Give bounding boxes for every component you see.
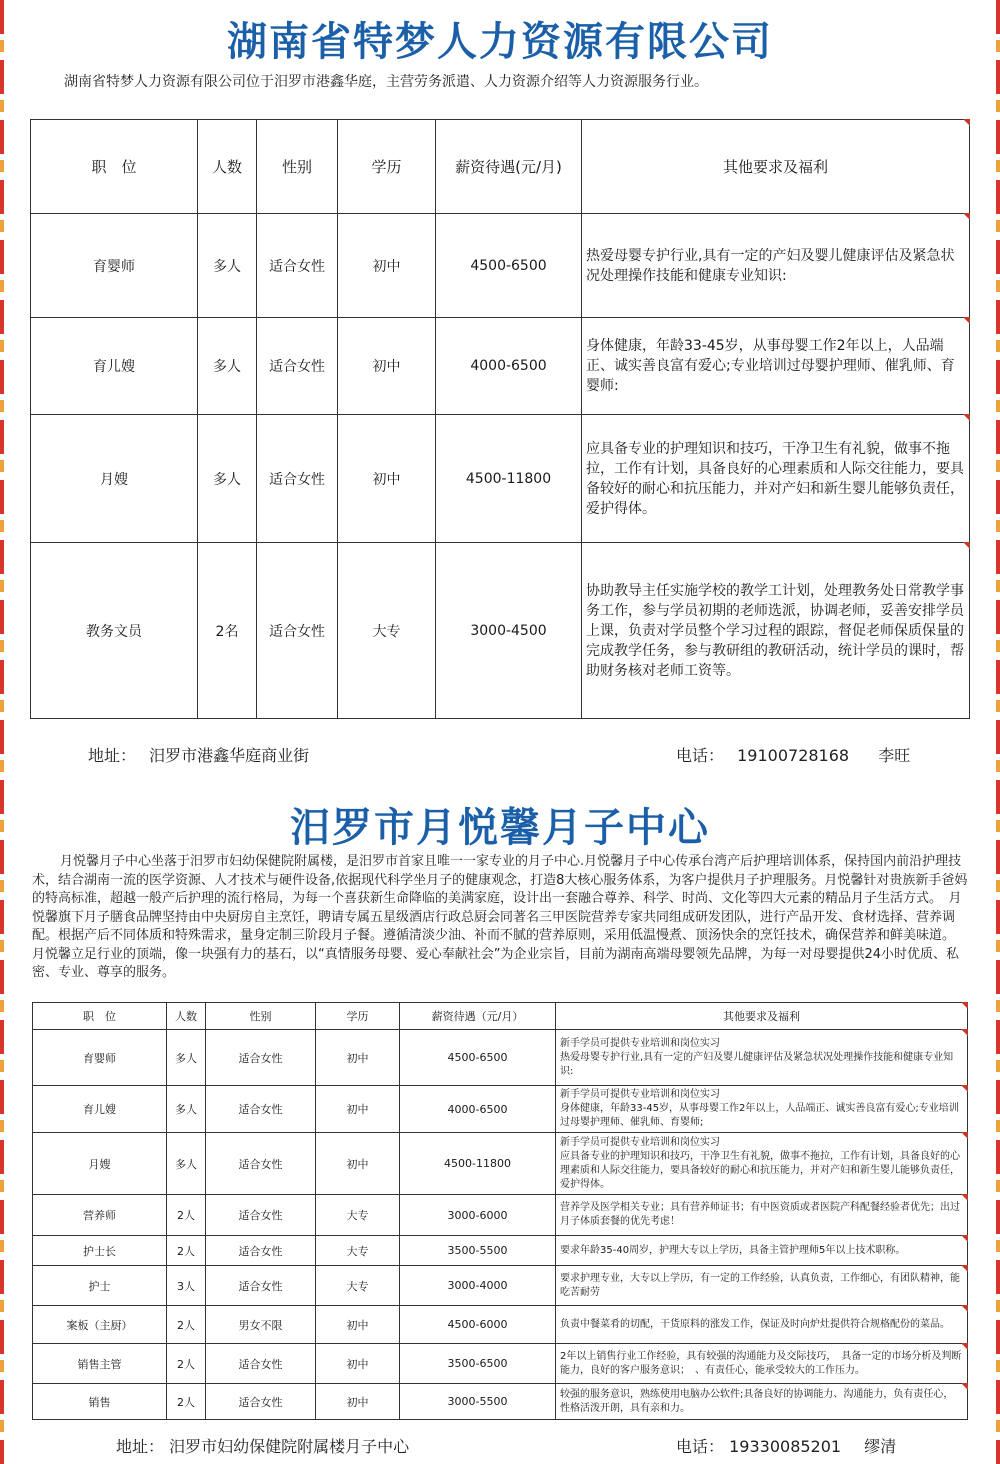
job-count: 2名 [198,543,257,719]
job-count: 3人 [167,1266,206,1306]
job-requirements: 要求护理专业，大专以上学历，有一定的工作经验，认真负责，工作细心，有团队精神，能吃苦耐劳 [556,1266,968,1306]
job-salary: 4500-6500 [400,1030,556,1086]
job-gender: 适合女性 [206,1030,316,1086]
job-education: 初中 [316,1086,400,1133]
left-border-stripe [0,0,4,1464]
job-count: 多人 [198,318,257,415]
header-position: 职 位 [31,120,198,214]
contact-name: 李旺 [878,746,911,765]
job-count: 多人 [167,1133,206,1195]
job-gender: 适合女性 [206,1236,316,1266]
company1-jobs-table [30,119,970,719]
job-gender: 适合女性 [257,543,338,719]
job-education: 初中 [316,1384,400,1420]
table-row [33,1384,968,1420]
job-salary: 3000-4000 [400,1266,556,1306]
address-label: 地址： [116,1437,165,1456]
job-gender: 适合女性 [206,1266,316,1306]
header-position: 职 位 [33,1003,167,1030]
job-gender: 适合女性 [206,1195,316,1236]
header-gender: 性别 [206,1003,316,1030]
job-count: 多人 [198,415,257,543]
job-salary: 3000-6000 [400,1195,556,1236]
job-count: 多人 [198,214,257,318]
job-title: 月嫂 [31,415,198,543]
company2-title: 汨罗市月悦馨月子中心 [290,805,710,851]
job-requirements: 营养学及医学相关专业；具有营养师证书；有中医资质或者医院产科配餐经验者优先；出过月子体质套餐的优先考虑！ [556,1195,968,1236]
table-row [31,543,970,719]
job-title: 销售 [33,1384,167,1420]
header-salary: 薪资待遇(元/月) [436,120,582,214]
job-salary: 4500-11800 [436,415,582,543]
job-requirements: 热爱母婴专护行业,具有一定的产妇及婴儿健康评估及紧急状况处理操作技能和健康专业知识: [582,214,970,318]
job-requirements: 2年以上销售行业工作经验，具有较强的沟通能力及交际技巧， 具备一定的市场分析及判断能力，良好的客户服务意识； 、有责任心，能承受较大的工作压力。 [556,1344,968,1384]
address-value: 汨罗市港鑫华庭商业街 [149,746,310,765]
phone-label: 电话： [676,746,725,765]
company2-address [116,1434,409,1457]
job-requirements: 身体健康，年龄33-45岁，从事母婴工作2年以上，人品端正、诚实善良富有爱心;专业培训过母婴护理师、催乳师、育婴师: [582,318,970,415]
job-gender: 适合女性 [257,318,338,415]
job-requirements: 应具备专业的护理知识和技巧，干净卫生有礼貌，做事不拖拉，工作有计划，具备良好的心理素质和人际交往能力，要具备较好的耐心和抗压能力，并对产妇和新生婴儿能够负责任，爱护得体。 [582,415,970,543]
company1-intro: 湖南省特梦人力资源有限公司位于汨罗市港鑫华庭，主营劳务派遣、人力资源介绍等人力资源服务行业。 [64,74,708,90]
table-header-row [33,1003,968,1030]
job-salary: 3000-4500 [436,543,582,719]
job-title: 销售主管 [33,1344,167,1384]
table-row [31,318,970,415]
company2-jobs-table [32,1002,968,1420]
job-count: 2人 [167,1384,206,1420]
job-education: 初中 [338,415,436,543]
job-gender: 适合女性 [257,214,338,318]
job-count: 2人 [167,1236,206,1266]
phone-value: 19100728168 [737,746,850,765]
phone-value: 19330085201 [729,1437,842,1456]
job-title: 护士长 [33,1236,167,1266]
address-label: 地址： [88,746,137,765]
job-title: 育婴师 [31,214,198,318]
header-count: 人数 [198,120,257,214]
contact-name: 缪清 [864,1437,897,1456]
table-row [33,1344,968,1384]
header-gender: 性别 [257,120,338,214]
job-education: 初中 [338,318,436,415]
table-row [31,415,970,543]
table-row [31,214,970,318]
job-count: 多人 [167,1030,206,1086]
job-count: 2人 [167,1306,206,1344]
table-row [33,1306,968,1344]
job-requirements: 新手学员可提供专业培训和岗位实习 身体健康，年龄33-45岁，从事母婴工作2年以上，人品端正、诚实善良富有爱心;专业培训过母婴护理师、催乳师、育婴师; [556,1086,968,1133]
header-requirements: 其他要求及福利 [556,1003,968,1030]
job-salary: 4000-6500 [400,1086,556,1133]
job-title: 育儿嫂 [31,318,198,415]
company1-phone [676,743,910,766]
job-education: 大专 [338,543,436,719]
job-gender: 适合女性 [206,1384,316,1420]
job-requirements: 协助教导主任实施学校的教学工计划，处理教务处日常教学事务工作，参与学员初期的老师选派，协调老师，妥善安排学员上课，负责对学员整个学习过程的跟踪，督促老师保质保量的完成教学任务，参与教研组的教研活动，统计学员的课时，帮助财务核对老师工资等。 [582,543,970,719]
job-salary: 4500-6000 [400,1306,556,1344]
job-count: 多人 [167,1086,206,1133]
job-salary: 3500-5500 [400,1236,556,1266]
company2-phone [676,1434,896,1457]
company2-intro: 月悦馨月子中心坐落于汨罗市妇幼保健院附属楼，是汨罗市首家且唯一一家专业的月子中心.月悦馨月子中心传承台湾产后护理培训体系，保持国内前沿护理技术，结合湖南一流的医学资源、人才技术与硬件设备,依据现代科学坐月子的健康观念，打造8大核心服务体系，为客户提供月子护理服务。月悦馨针对贵族新手爸妈的特高标准，超越一般产后护理的流行格局，为每一个喜获新生命降临的美满家庭，设计出一套融合尊养、科学、时尚、文化等四大元素的精品月子生活方式。 月悦馨旗下月子膳食品牌坚持由中央厨房自主烹饪，聘请专属五星级酒店行政总厨会同著名三甲医院营养专家共同组成研发团队，进行产品开发、食材选择、营养调配。根据产后不同体质和特殊需求，量身定制三阶段月子餐。遵循清淡少油、补而不腻的营养原则，采用低温慢煮、顶汤快余的烹饪技术，确保营养和鲜美味道。 月悦馨立足行业的顶端，像一块强有力的基石，以“真情服务母婴、爱心奉献社会”为企业宗旨，目前为湖南高端母婴领先品牌，为每一对母婴提供24小时优质、私密、专业、尊享的服务。 [32,854,968,980]
job-gender: 适合女性 [206,1344,316,1384]
job-requirements: 要求年龄35-40周岁，护理大专以上学历，具备主管护理师5年以上技术职称。 [556,1236,968,1266]
job-title: 育儿嫂 [33,1086,167,1133]
job-title: 月嫂 [33,1133,167,1195]
job-count: 2人 [167,1344,206,1384]
table-row [33,1266,968,1306]
job-gender: 适合女性 [206,1086,316,1133]
header-requirements: 其他要求及福利 [582,120,970,214]
job-gender: 男女不限 [206,1306,316,1344]
job-title: 育婴师 [33,1030,167,1086]
job-requirements: 新手学员可提供专业培训和岗位实习 应具备专业的护理知识和技巧，干净卫生有礼貌，做事不拖拉，工作有计划，具备良好的心理素质和人际交往能力，要具备较好的耐心和抗压能力，并对产妇和新生婴儿能够负责任，爱护得体。 [556,1133,968,1195]
job-requirements: 新手学员可提供专业培训和岗位实习 热爱母婴专护行业,具有一定的产妇及婴儿健康评估及紧急状况处理操作技能和健康专业知识: [556,1030,968,1086]
job-education: 初中 [316,1306,400,1344]
job-salary: 4000-6500 [436,318,582,415]
job-education: 初中 [338,214,436,318]
job-education: 大专 [316,1195,400,1236]
table-row [33,1030,968,1086]
job-education: 初中 [316,1030,400,1086]
table-row [33,1195,968,1236]
job-requirements: 较强的服务意识，熟练使用电脑办公软件;具备良好的协调能力、沟通能力，负有责任心，性格活泼开朗，具有亲和力。 [556,1384,968,1420]
job-salary: 4500-6500 [436,214,582,318]
job-gender: 适合女性 [257,415,338,543]
job-education: 大专 [316,1266,400,1306]
job-requirements: 负责中餐菜肴的切配，干货原料的涨发工作，保证及时向炉灶提供符合规格配份的菜品。 [556,1306,968,1344]
table-row [33,1133,968,1195]
job-education: 初中 [316,1344,400,1384]
job-count: 2人 [167,1195,206,1236]
address-value: 汨罗市妇幼保健院附属楼月子中心 [169,1437,410,1456]
job-title: 教务文员 [31,543,198,719]
job-education: 大专 [316,1236,400,1266]
header-education: 学历 [316,1003,400,1030]
header-salary: 薪资待遇（元/月） [400,1003,556,1030]
table-row [33,1086,968,1133]
phone-label: 电话： [676,1437,725,1456]
job-salary: 3000-5500 [400,1384,556,1420]
job-title: 案板（主厨） [33,1306,167,1344]
job-title: 营养师 [33,1195,167,1236]
job-title: 护士 [33,1266,167,1306]
company1-title: 湖南省特梦人力资源有限公司 [227,19,773,65]
company1-address [88,743,309,766]
header-count: 人数 [167,1003,206,1030]
header-education: 学历 [338,120,436,214]
table-header-row [31,120,970,214]
job-salary: 3500-6500 [400,1344,556,1384]
right-border-stripe [996,0,1000,1464]
job-education: 初中 [316,1133,400,1195]
job-gender: 适合女性 [206,1133,316,1195]
job-salary: 4500-11800 [400,1133,556,1195]
table-row [33,1236,968,1266]
